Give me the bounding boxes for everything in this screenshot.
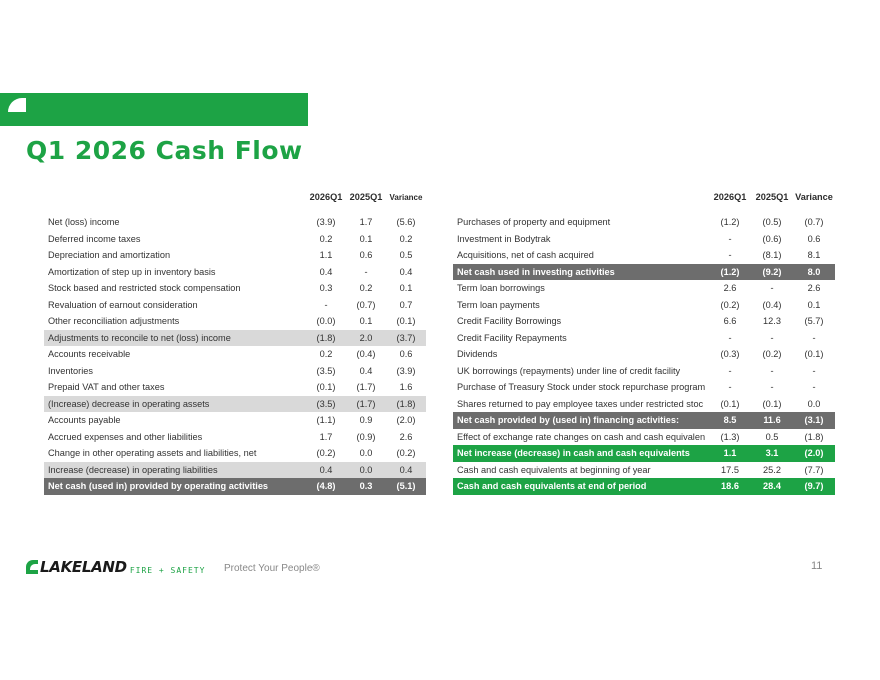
value-2025q1: 0.0: [359, 448, 373, 459]
row-label: Revaluation of earnout consideration: [48, 299, 198, 310]
header-2025q1: 2025Q1: [349, 192, 383, 202]
value-variance: (1.8): [804, 431, 824, 442]
table-row: [44, 231, 426, 248]
header-label-cell: [44, 186, 306, 208]
value-2026q1: (1.1): [316, 415, 336, 426]
value-2026q1: 0.2: [319, 233, 333, 244]
row-label: UK borrowings (repayments) under line of credit facility: [457, 365, 681, 376]
row-label: Deferred income taxes: [48, 233, 141, 244]
table-row: [453, 396, 835, 413]
table-row: [453, 313, 835, 330]
value-2025q1: 3.1: [751, 445, 793, 462]
value-2025q1: 0.5: [765, 431, 779, 442]
row-label: Credit Facility Repayments: [457, 332, 567, 343]
value-2025q1: (0.2): [762, 349, 782, 360]
row-label: Other reconciliation adjustments: [48, 316, 180, 327]
leaf-logo-icon: [26, 560, 38, 574]
table-row: [44, 346, 426, 363]
table-row: [44, 412, 426, 429]
row-label: (Increase) decrease in operating assets: [44, 396, 306, 413]
row-label: Depreciation and amortization: [48, 250, 171, 261]
value-variance: 0.1: [399, 283, 413, 294]
table-row: [44, 264, 426, 281]
header-variance: Variance: [795, 192, 833, 202]
value-variance: 2.6: [807, 283, 821, 294]
row-label: Credit Facility Borrowings: [457, 316, 562, 327]
row-label: Shares returned to pay employee taxes under restricted stoc: [457, 398, 704, 409]
row-label: Acquisitions, net of cash acquired: [457, 250, 594, 261]
value-2025q1: -: [770, 365, 774, 376]
value-2026q1: (3.5): [316, 365, 336, 376]
value-2026q1: 2.6: [723, 283, 737, 294]
logo-subtitle: FIRE + SAFETY: [129, 565, 206, 575]
row-label: Change in other operating assets and liabilities, net: [48, 448, 257, 459]
table-header-row: [44, 186, 426, 208]
value-2026q1: -: [324, 299, 328, 310]
value-variance: 0.6: [807, 233, 821, 244]
value-2025q1: 2.0: [346, 330, 386, 347]
value-variance: (5.6): [396, 217, 416, 228]
value-2025q1: 0.3: [346, 478, 386, 495]
value-2025q1: 0.6: [359, 250, 373, 261]
row-label: Effect of exchange rate changes on cash and cash equivalen: [457, 431, 706, 442]
table-row: [453, 297, 835, 314]
row-label: Adjustments to reconcile to net (loss) income: [44, 330, 306, 347]
row-label: Accounts receivable: [48, 349, 131, 360]
tagline: Protect Your People®: [224, 563, 320, 574]
value-2026q1: 1.7: [319, 431, 333, 442]
table-row: [44, 445, 426, 462]
value-2025q1: -: [770, 332, 774, 343]
value-variance: 0.5: [399, 250, 413, 261]
value-variance: 8.0: [793, 264, 835, 281]
row-label: Term loan borrowings: [457, 283, 545, 294]
table-row: [44, 462, 426, 479]
row-label: Increase (decrease) in operating liabilities: [44, 462, 306, 479]
value-2026q1: -: [728, 250, 732, 261]
row-label: Net cash (used in) provided by operating activities: [44, 478, 306, 495]
row-label: Prepaid VAT and other taxes: [48, 382, 165, 393]
value-variance: 0.6: [399, 349, 413, 360]
row-label: Cash and cash equivalents at end of period: [453, 478, 709, 495]
row-label: Net cash provided by (used in) financing activities:: [453, 412, 709, 429]
page-number: 11: [811, 560, 823, 572]
value-2025q1: (8.1): [762, 250, 782, 261]
value-2026q1: -: [728, 382, 732, 393]
value-variance: (2.0): [396, 415, 416, 426]
table-row: [44, 313, 426, 330]
table-row: [44, 363, 426, 380]
value-variance: 0.4: [399, 266, 413, 277]
value-2026q1: 17.5: [721, 464, 739, 475]
value-2026q1: (1.3): [720, 431, 740, 442]
value-variance: (3.7): [386, 330, 426, 347]
table-row: [453, 264, 835, 281]
value-2025q1: 0.0: [346, 462, 386, 479]
value-2026q1: 18.6: [709, 478, 751, 495]
table-row: [453, 412, 835, 429]
value-2025q1: (0.4): [762, 299, 782, 310]
header-banner: [0, 93, 308, 126]
table-header-row: [453, 186, 835, 208]
value-2025q1: (0.9): [356, 431, 376, 442]
logo-wordmark: LAKELAND: [40, 558, 127, 576]
value-variance: 0.2: [399, 233, 413, 244]
value-2025q1: (0.1): [762, 398, 782, 409]
header-variance: Variance: [389, 192, 423, 202]
investing-financing-cash-flow-table: [453, 186, 835, 495]
value-2025q1: 25.2: [763, 464, 781, 475]
value-2026q1: -: [728, 233, 732, 244]
row-label: Net cash used in investing activities: [453, 264, 709, 281]
row-label: Dividends: [457, 349, 498, 360]
row-label: Purchase of Treasury Stock under stock repurchase program: [457, 382, 706, 393]
table-row: [453, 280, 835, 297]
row-label: Accrued expenses and other liabilities: [48, 431, 203, 442]
value-variance: (5.7): [804, 316, 824, 327]
value-2026q1: (0.0): [316, 316, 336, 327]
value-2026q1: (1.8): [306, 330, 346, 347]
value-2025q1: 11.6: [751, 412, 793, 429]
table-row: [44, 280, 426, 297]
row-label: Net (loss) income: [48, 217, 120, 228]
value-2025q1: (0.6): [762, 233, 782, 244]
value-2026q1: (3.9): [316, 217, 336, 228]
value-variance: 0.7: [399, 299, 413, 310]
value-2025q1: (0.5): [762, 217, 782, 228]
row-label: Inventories: [48, 365, 93, 376]
header-2025q1: 2025Q1: [755, 192, 789, 202]
row-label: Stock based and restricted stock compensation: [48, 283, 241, 294]
value-variance: (0.1): [804, 349, 824, 360]
row-label: Net increase (decrease) in cash and cash equivalents: [453, 445, 709, 462]
value-2025q1: (0.4): [356, 349, 376, 360]
table-row: [453, 445, 835, 462]
value-variance: (3.1): [793, 412, 835, 429]
value-2026q1: (1.2): [709, 264, 751, 281]
leaf-logo-icon: [8, 98, 26, 112]
value-variance: (3.9): [396, 365, 416, 376]
value-2025q1: 1.7: [359, 217, 373, 228]
value-variance: 8.1: [807, 250, 821, 261]
value-variance: 0.4: [386, 462, 426, 479]
row-label: Term loan payments: [457, 299, 540, 310]
value-2026q1: (0.1): [720, 398, 740, 409]
value-variance: (0.2): [396, 448, 416, 459]
table-row: [44, 247, 426, 264]
value-2025q1: 0.9: [359, 415, 373, 426]
header-2026q1: 2026Q1: [713, 192, 747, 202]
value-2026q1: 1.1: [709, 445, 751, 462]
row-label: Accounts payable: [48, 415, 121, 426]
value-2025q1: (9.2): [751, 264, 793, 281]
value-2025q1: (1.7): [346, 396, 386, 413]
value-2025q1: (1.7): [356, 382, 376, 393]
table-row: [453, 330, 835, 347]
table-row: [44, 330, 426, 347]
row-label: Cash and cash equivalents at beginning of year: [457, 464, 651, 475]
value-variance: (5.1): [386, 478, 426, 495]
value-2025q1: 0.4: [359, 365, 373, 376]
value-2026q1: 0.3: [319, 283, 333, 294]
table-row: [453, 346, 835, 363]
value-variance: (2.0): [793, 445, 835, 462]
value-2025q1: 0.1: [359, 316, 373, 327]
value-2026q1: (0.2): [316, 448, 336, 459]
table-row: [44, 429, 426, 446]
value-2026q1: (0.3): [720, 349, 740, 360]
value-2025q1: 28.4: [751, 478, 793, 495]
row-label: Amortization of step up in inventory basis: [48, 266, 216, 277]
value-variance: -: [812, 382, 816, 393]
table-row: [453, 231, 835, 248]
table-row: [453, 379, 835, 396]
value-variance: 0.1: [807, 299, 821, 310]
header-label-cell: [453, 186, 709, 208]
value-2026q1: (0.1): [316, 382, 336, 393]
table-row: [453, 462, 835, 479]
table-row: [44, 297, 426, 314]
value-2025q1: 0.2: [359, 283, 373, 294]
value-variance: (7.7): [804, 464, 824, 475]
value-2026q1: (3.5): [306, 396, 346, 413]
value-2025q1: 12.3: [763, 316, 781, 327]
table-row: [44, 396, 426, 413]
value-variance: 0.0: [807, 398, 821, 409]
value-2025q1: 0.1: [359, 233, 373, 244]
row-label: Purchases of property and equipment: [457, 217, 611, 228]
value-2026q1: 8.5: [709, 412, 751, 429]
value-variance: (1.8): [386, 396, 426, 413]
value-variance: -: [812, 365, 816, 376]
table-row: [453, 247, 835, 264]
value-2026q1: (0.2): [720, 299, 740, 310]
value-variance: (9.7): [793, 478, 835, 495]
value-variance: -: [812, 332, 816, 343]
value-2026q1: 6.6: [723, 316, 737, 327]
value-2025q1: -: [364, 266, 368, 277]
value-2026q1: 1.1: [319, 250, 333, 261]
value-2026q1: 0.4: [306, 462, 346, 479]
value-variance: (0.1): [396, 316, 416, 327]
value-2026q1: (4.8): [306, 478, 346, 495]
table-row: [453, 363, 835, 380]
value-2026q1: (1.2): [720, 217, 740, 228]
value-2026q1: -: [728, 365, 732, 376]
value-2025q1: (0.7): [356, 299, 376, 310]
operating-cash-flow-table: [44, 186, 426, 495]
value-variance: 2.6: [399, 431, 413, 442]
table-row: [44, 478, 426, 495]
value-2025q1: -: [770, 382, 774, 393]
table-row: [453, 214, 835, 231]
value-2026q1: -: [728, 332, 732, 343]
value-2025q1: -: [770, 283, 774, 294]
page-title: Q1 2026 Cash Flow: [26, 136, 303, 165]
value-2026q1: 0.4: [319, 266, 333, 277]
table-row: [453, 478, 835, 495]
table-row: [44, 214, 426, 231]
value-variance: 1.6: [399, 382, 413, 393]
header-2026q1: 2026Q1: [309, 192, 343, 202]
row-label: Investment in Bodytrak: [457, 233, 551, 244]
table-row: [453, 429, 835, 446]
value-2026q1: 0.2: [319, 349, 333, 360]
value-variance: (0.7): [804, 217, 824, 228]
lakeland-logo: [26, 558, 205, 576]
table-row: [44, 379, 426, 396]
